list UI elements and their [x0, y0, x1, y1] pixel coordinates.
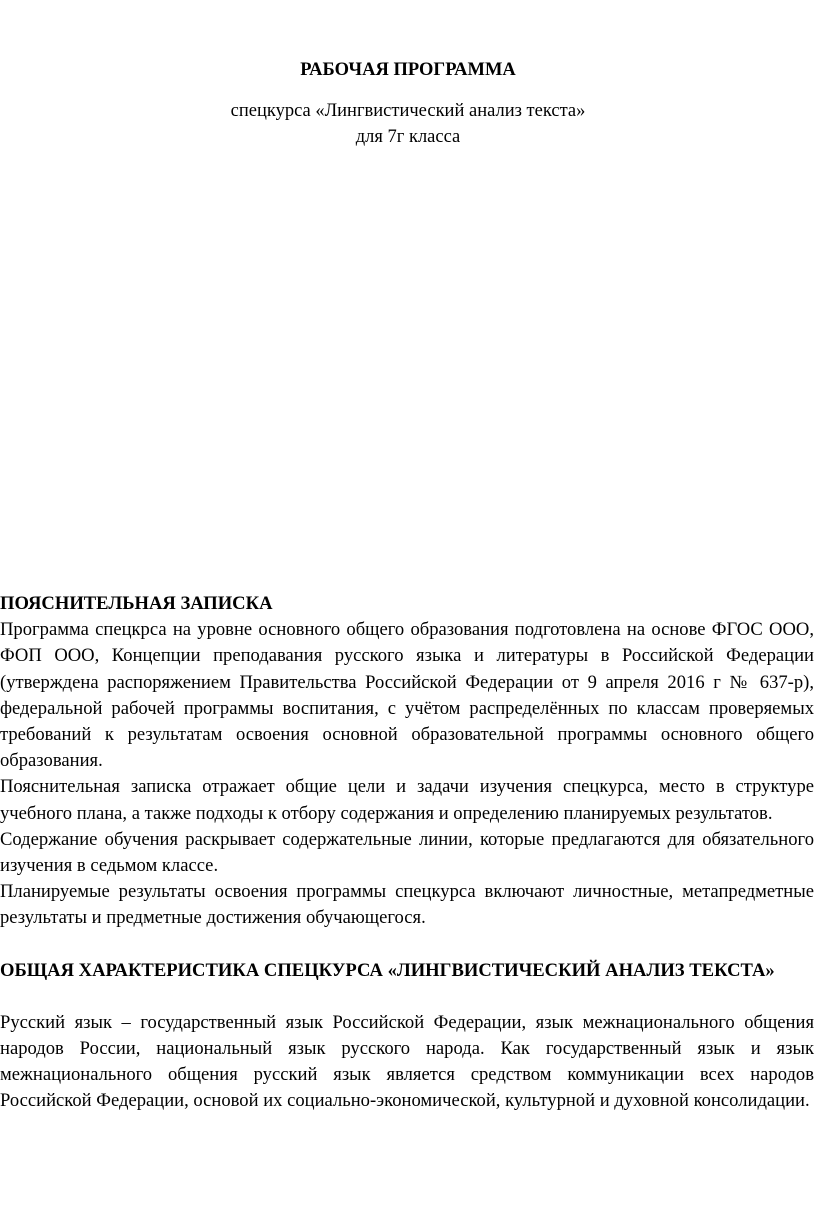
explanatory-paragraph: Пояснительная записка отражает общие цели и задачи изучения спецкурса, место в структуре учебного плана, а также подходы к отбору содержания и определению планируемых результатов. [0, 776, 814, 824]
explanatory-paragraph: Планируемые результаты освоения программы спецкурса включают личностные, метапредметные результаты и предметные достижения обучающегося. [0, 881, 814, 929]
characteristics-paragraph: Русский язык – государственный язык Российской Федерации, язык межнационального общения народов России, национальный язык русского народа. Как государственный язык и язык межнационального общения русский язык является средством коммуникации всех народов Российской Федерации, основой их социально-экономической, культурной и духовной консолидации. [0, 1011, 814, 1112]
general-characteristics-heading: ОБЩАЯ ХАРАКТЕРИСТИКА СПЕЦКУРСА «ЛИНГВИСТИЧЕСКИЙ АНАЛИЗ ТЕКСТА» [0, 959, 775, 981]
document-title: РАБОЧАЯ ПРОГРАММА [300, 60, 516, 80]
grade-label: для 7г класса [355, 127, 461, 147]
explanatory-paragraph: Содержание обучения раскрывает содержательные линии, которые предлагаются для обязательного изучения в седьмом классе. [0, 828, 814, 877]
section-spacer [0, 932, 814, 958]
explanatory-paragraph: Программа спецкрса на уровне основного общего образования подготовлена на основе ФГОС ООО, ФОП ООО, Концепции преподавания русского языка и литературы в Российской Федерации (утверждена распоряжением Правительства Российской Федерации от 9 апреля 2016 г № 637-р), федеральной рабочей программы воспитания, с учётом распределённых по классам проверяемых требований к результатам освоения основной образовательной программы основного общего образования. [0, 619, 814, 772]
section-spacer [0, 984, 814, 1010]
explanatory-note-heading: ПОЯСНИТЕЛЬНАЯ ЗАПИСКА [0, 593, 273, 614]
course-name: спецкурса «Лингвистический анализ текста» [230, 101, 586, 121]
document-body [0, 591, 814, 1115]
document-subtitle [0, 98, 816, 150]
